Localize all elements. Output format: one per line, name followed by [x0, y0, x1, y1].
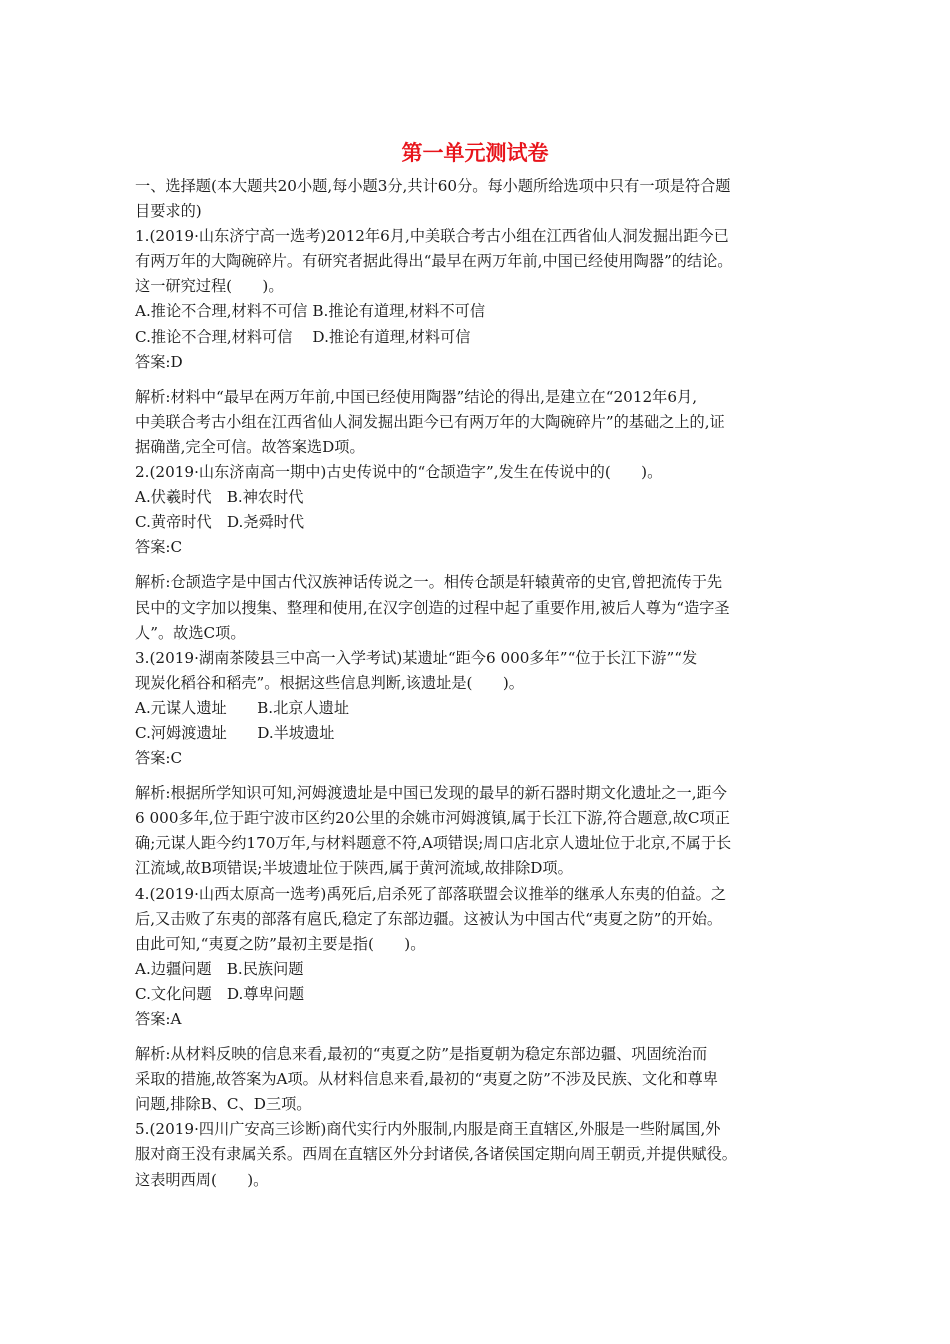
- text-line: 后,又击败了东夷的部落有扈氏,稳定了东部边疆。这被认为中国古代“夷夏之防”的开始。: [135, 909, 723, 928]
- page-title: 第一单元测试卷: [401, 140, 549, 165]
- text-line: 这表明西周( )。: [135, 1170, 269, 1189]
- text-line: 4.(2019·山西太原高一选考)禹死后,启杀死了部落联盟会议推举的继承人东夷的伯益。之: [135, 884, 727, 903]
- text-line: 解析:从材料反映的信息来看,最初的“夷夏之防”是指夏朝为稳定东部边疆、巩固统治而: [135, 1045, 708, 1064]
- document-body: [135, 174, 815, 1193]
- text-line: 解析:仓颉造字是中国古代汉族神话传说之一。相传仓颉是轩辕黄帝的史官,曾把流传于先: [135, 573, 723, 592]
- text-line: 答案:C: [135, 538, 183, 557]
- text-line: 中美联合考古小组在江西省仙人洞发掘出距今已有两万年的大陶碗碎片”的基础之上的,证: [135, 412, 725, 431]
- text-line: A.元谋人遗址 B.北京人遗址: [135, 698, 350, 717]
- text-line: A.伏羲时代 B.神农时代: [135, 488, 304, 507]
- text-line: C.河姆渡遗址 D.半坡遗址: [135, 723, 335, 742]
- text-line: 人”。故选C项。: [135, 623, 246, 642]
- text-line: C.黄帝时代 D.尧舜时代: [135, 513, 305, 532]
- text-line: 解析:材料中“最早在两万年前,中国已经使用陶器”结论的得出,是建立在“2012年6月,: [135, 387, 698, 406]
- text-line: 这一研究过程( )。: [135, 277, 284, 296]
- text-line: 江流域,故B项错误;半坡遗址位于陕西,属于黄河流域,故排除D项。: [135, 859, 573, 878]
- text-line: 有两万年的大陶碗碎片。有研究者据此得出“最早在两万年前,中国已经使用陶器”的结论。: [135, 252, 733, 271]
- paragraph-gap: [135, 771, 815, 781]
- text-line: 确;元谋人距今约170万年,与材料题意不符,A项错误;周口店北京人遗址位于北京,不属于长: [135, 834, 732, 853]
- text-line: 采取的措施,故答案为A项。从材料信息来看,最初的“夷夏之防”不涉及民族、文化和尊卑: [135, 1070, 718, 1089]
- text-line: 服对商王没有隶属关系。西周在直辖区外分封诸侯,各诸侯国定期向周王朝贡,并提供赋役。: [135, 1145, 737, 1164]
- text-line: 答案:A: [135, 1010, 182, 1028]
- text-line: A.边疆问题 B.民族问题: [135, 959, 304, 978]
- text-line: 问题,排除B、C、D三项。: [135, 1095, 312, 1114]
- text-line: 2.(2019·山东济南高一期中)古史传说中的“仓颉造字”,发生在传说中的( )。: [135, 463, 663, 482]
- text-line: 1.(2019·山东济宁高一选考)2012年6月,中美联合考古小组在江西省仙人洞发掘出距今已: [135, 227, 729, 246]
- text-line: 据确凿,完全可信。故答案选D项。: [135, 437, 365, 456]
- paragraph-gap: [135, 560, 815, 570]
- text-line: 解析:根据所学知识可知,河姆渡遗址是中国已发现的最早的新石器时期文化遗址之一,距今: [135, 784, 727, 803]
- paragraph-gap: [135, 375, 815, 385]
- paragraph-gap: [135, 1032, 815, 1042]
- text-line: 现炭化稻谷和稻壳”。根据这些信息判断,该遗址是( )。: [135, 673, 524, 692]
- text-line: 由此可知,“夷夏之防”最初主要是指( )。: [135, 934, 426, 953]
- text-line: 3.(2019·湖南茶陵县三中高一入学考试)某遗址“距今6 000多年”“位于长江下游”“发: [135, 648, 698, 667]
- text-line: 答案:C: [135, 749, 183, 768]
- text-line: C.文化问题 D.尊卑问题: [135, 984, 305, 1003]
- text-line: 5.(2019·四川广安高三诊断)商代实行内外服制,内服是商王直辖区,外服是一些附属国,外: [135, 1120, 721, 1139]
- text-line: 一、选择题(本大题共20小题,每小题3分,共计60分。每小题所给选项中只有一项是符合题: [135, 177, 731, 195]
- text-line: A.推论不合理,材料不可信 B.推论有道理,材料不可信: [135, 302, 486, 321]
- text-line: 6 000多年,位于距宁波市区约20公里的余姚市河姆渡镇,属于长江下游,符合题意,故C项正: [135, 809, 730, 828]
- text-line: C.推论不合理,材料可信 D.推论有道理,材料可信: [135, 327, 471, 346]
- text-line: 答案:D: [135, 352, 183, 371]
- text-line: 民中的文字加以搜集、整理和使用,在汉字创造的过程中起了重要作用,被后人尊为“造字圣: [135, 598, 730, 617]
- text-line: 目要求的): [135, 202, 202, 221]
